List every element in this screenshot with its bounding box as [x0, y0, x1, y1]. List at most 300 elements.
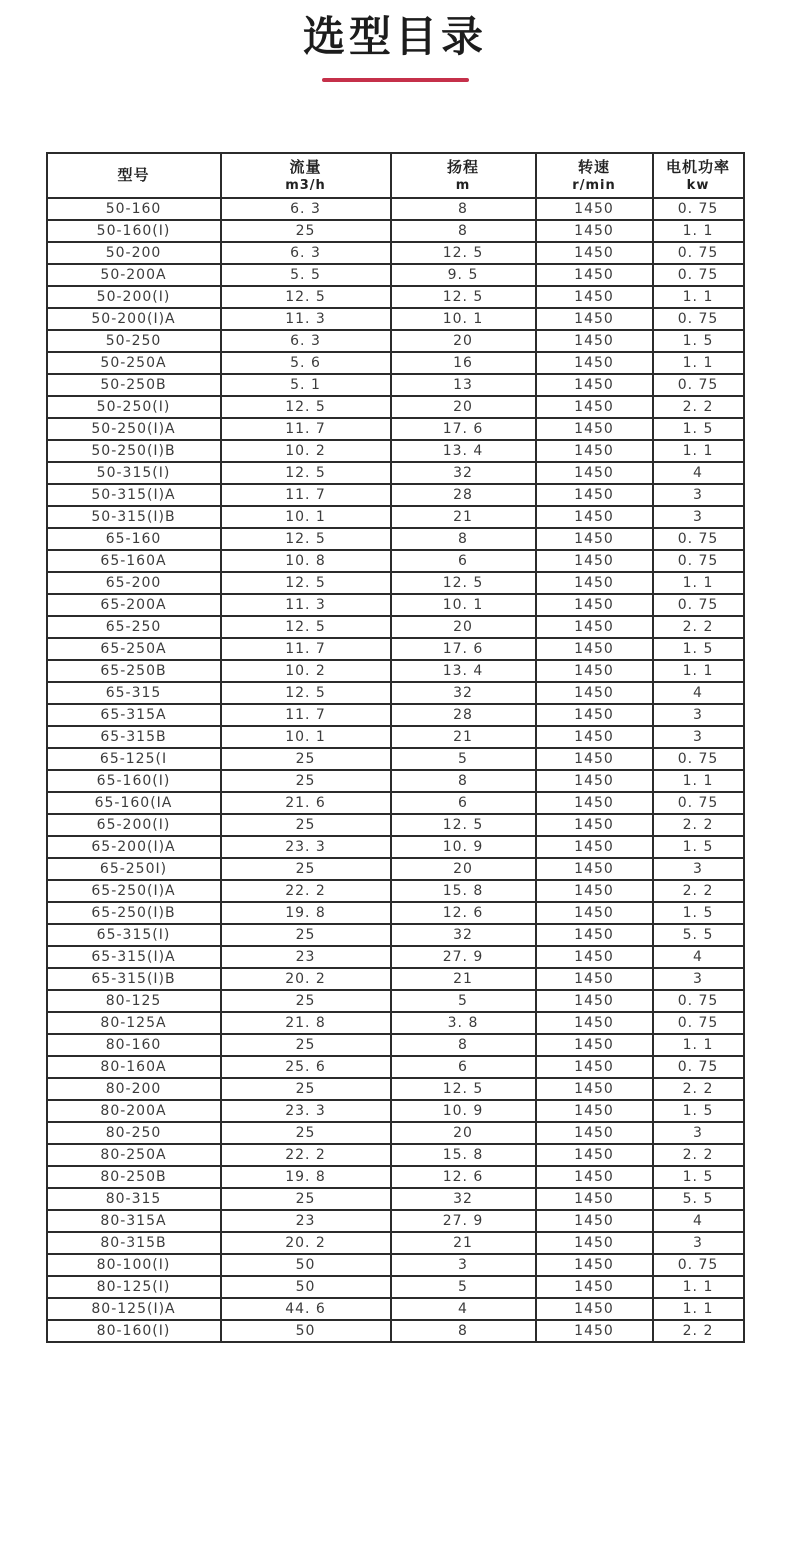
cell-speed: 1450 — [536, 242, 653, 264]
cell-model: 80-250A — [47, 1144, 221, 1166]
cell-power: 3 — [653, 968, 744, 990]
cell-model: 65-250A — [47, 638, 221, 660]
table-row — [47, 660, 744, 682]
cell-model: 80-125(I) — [47, 1276, 221, 1298]
cell-power: 0. 75 — [653, 792, 744, 814]
cell-head: 15. 8 — [391, 1144, 536, 1166]
cell-model: 50-200(I)A — [47, 308, 221, 330]
cell-head: 6 — [391, 792, 536, 814]
cell-head: 16 — [391, 352, 536, 374]
table-row — [47, 968, 744, 990]
cell-speed: 1450 — [536, 660, 653, 682]
cell-speed: 1450 — [536, 1144, 653, 1166]
cell-flow: 50 — [221, 1276, 391, 1298]
cell-speed: 1450 — [536, 1254, 653, 1276]
cell-head: 21 — [391, 1232, 536, 1254]
cell-speed: 1450 — [536, 1276, 653, 1298]
cell-power: 0. 75 — [653, 1012, 744, 1034]
table-row — [47, 374, 744, 396]
header-row — [47, 153, 744, 198]
cell-power: 0. 75 — [653, 198, 744, 220]
cell-head: 5 — [391, 1276, 536, 1298]
cell-model: 65-160 — [47, 528, 221, 550]
table-row — [47, 1232, 744, 1254]
table-row — [47, 902, 744, 924]
table-row — [47, 418, 744, 440]
cell-model: 80-125A — [47, 1012, 221, 1034]
cell-model: 50-200(I) — [47, 286, 221, 308]
cell-flow: 11. 3 — [221, 594, 391, 616]
table-row — [47, 616, 744, 638]
cell-speed: 1450 — [536, 836, 653, 858]
cell-speed: 1450 — [536, 528, 653, 550]
cell-flow: 25 — [221, 858, 391, 880]
cell-speed: 1450 — [536, 726, 653, 748]
cell-speed: 1450 — [536, 880, 653, 902]
cell-power: 2. 2 — [653, 880, 744, 902]
selection-table — [46, 152, 745, 1343]
column-header-flow — [221, 153, 391, 198]
cell-speed: 1450 — [536, 638, 653, 660]
column-unit: m — [455, 177, 471, 193]
cell-power: 0. 75 — [653, 374, 744, 396]
cell-flow: 11. 7 — [221, 638, 391, 660]
cell-speed: 1450 — [536, 770, 653, 792]
table-row — [47, 330, 744, 352]
cell-head: 20 — [391, 396, 536, 418]
cell-flow: 11. 7 — [221, 484, 391, 506]
cell-model: 65-250B — [47, 660, 221, 682]
cell-speed: 1450 — [536, 374, 653, 396]
cell-speed: 1450 — [536, 946, 653, 968]
cell-speed: 1450 — [536, 1012, 653, 1034]
cell-model: 65-250I) — [47, 858, 221, 880]
table-row — [47, 1122, 744, 1144]
cell-model: 65-200 — [47, 572, 221, 594]
cell-head: 17. 6 — [391, 638, 536, 660]
cell-flow: 12. 5 — [221, 682, 391, 704]
cell-model: 50-250B — [47, 374, 221, 396]
cell-head: 3. 8 — [391, 1012, 536, 1034]
cell-power: 4 — [653, 462, 744, 484]
cell-flow: 12. 5 — [221, 572, 391, 594]
cell-model: 80-250 — [47, 1122, 221, 1144]
cell-power: 5. 5 — [653, 1188, 744, 1210]
table-row — [47, 1254, 744, 1276]
cell-power: 3 — [653, 506, 744, 528]
cell-model: 50-200 — [47, 242, 221, 264]
column-header-head — [391, 153, 536, 198]
cell-head: 28 — [391, 484, 536, 506]
cell-speed: 1450 — [536, 814, 653, 836]
cell-speed: 1450 — [536, 352, 653, 374]
cell-power: 1. 1 — [653, 352, 744, 374]
cell-head: 5 — [391, 748, 536, 770]
cell-head: 10. 9 — [391, 836, 536, 858]
cell-flow: 11. 7 — [221, 418, 391, 440]
cell-speed: 1450 — [536, 1210, 653, 1232]
cell-head: 3 — [391, 1254, 536, 1276]
cell-speed: 1450 — [536, 396, 653, 418]
cell-speed: 1450 — [536, 748, 653, 770]
table-row — [47, 858, 744, 880]
cell-power: 1. 1 — [653, 572, 744, 594]
cell-speed: 1450 — [536, 858, 653, 880]
column-label: 转速 — [577, 158, 610, 177]
table-row — [47, 726, 744, 748]
table-row — [47, 220, 744, 242]
table-row — [47, 1100, 744, 1122]
cell-speed: 1450 — [536, 1100, 653, 1122]
cell-flow: 19. 8 — [221, 902, 391, 924]
cell-speed: 1450 — [536, 572, 653, 594]
table-row — [47, 792, 744, 814]
cell-head: 21 — [391, 968, 536, 990]
cell-power: 1. 5 — [653, 1166, 744, 1188]
cell-head: 20 — [391, 1122, 536, 1144]
cell-power: 1. 5 — [653, 902, 744, 924]
column-unit: kw — [686, 177, 710, 193]
cell-head: 12. 5 — [391, 286, 536, 308]
table-row — [47, 484, 744, 506]
cell-power: 1. 1 — [653, 1276, 744, 1298]
cell-head: 6 — [391, 550, 536, 572]
table-row — [47, 1188, 744, 1210]
cell-model: 50-250(I)B — [47, 440, 221, 462]
cell-model: 80-125(I)A — [47, 1298, 221, 1320]
table-row — [47, 1056, 744, 1078]
cell-head: 8 — [391, 1034, 536, 1056]
cell-flow: 12. 5 — [221, 616, 391, 638]
cell-speed: 1450 — [536, 462, 653, 484]
table-row — [47, 1078, 744, 1100]
cell-model: 80-315A — [47, 1210, 221, 1232]
cell-power: 4 — [653, 946, 744, 968]
cell-head: 9. 5 — [391, 264, 536, 286]
cell-power: 3 — [653, 858, 744, 880]
table-row — [47, 1276, 744, 1298]
table-row — [47, 1320, 744, 1342]
cell-flow: 21. 8 — [221, 1012, 391, 1034]
cell-power: 1. 1 — [653, 770, 744, 792]
cell-speed: 1450 — [536, 264, 653, 286]
table-row — [47, 836, 744, 858]
cell-speed: 1450 — [536, 330, 653, 352]
cell-speed: 1450 — [536, 704, 653, 726]
cell-power: 1. 1 — [653, 440, 744, 462]
cell-model: 65-200(I)A — [47, 836, 221, 858]
cell-flow: 25 — [221, 814, 391, 836]
cell-head: 17. 6 — [391, 418, 536, 440]
cell-power: 3 — [653, 726, 744, 748]
cell-head: 8 — [391, 770, 536, 792]
cell-power: 5. 5 — [653, 924, 744, 946]
cell-head: 12. 5 — [391, 242, 536, 264]
cell-flow: 23. 3 — [221, 1100, 391, 1122]
cell-model: 65-160(I) — [47, 770, 221, 792]
cell-speed: 1450 — [536, 1188, 653, 1210]
table-row — [47, 1298, 744, 1320]
cell-model: 80-315B — [47, 1232, 221, 1254]
cell-speed: 1450 — [536, 418, 653, 440]
cell-head: 28 — [391, 704, 536, 726]
cell-model: 65-315(I)B — [47, 968, 221, 990]
cell-speed: 1450 — [536, 792, 653, 814]
cell-flow: 50 — [221, 1254, 391, 1276]
column-label: 电机功率 — [665, 158, 730, 177]
table-row — [47, 286, 744, 308]
cell-model: 65-200A — [47, 594, 221, 616]
cell-flow: 11. 7 — [221, 704, 391, 726]
cell-model: 50-250(I) — [47, 396, 221, 418]
table-row — [47, 1144, 744, 1166]
cell-head: 21 — [391, 506, 536, 528]
cell-model: 80-250B — [47, 1166, 221, 1188]
cell-flow: 5. 5 — [221, 264, 391, 286]
cell-model: 50-200A — [47, 264, 221, 286]
cell-model: 65-315 — [47, 682, 221, 704]
cell-power: 0. 75 — [653, 1254, 744, 1276]
cell-head: 10. 9 — [391, 1100, 536, 1122]
cell-speed: 1450 — [536, 902, 653, 924]
column-unit: m3/h — [285, 177, 326, 193]
cell-model: 80-100(I) — [47, 1254, 221, 1276]
cell-model: 80-160(I) — [47, 1320, 221, 1342]
cell-head: 27. 9 — [391, 946, 536, 968]
cell-speed: 1450 — [536, 990, 653, 1012]
cell-flow: 6. 3 — [221, 330, 391, 352]
table-row — [47, 242, 744, 264]
cell-model: 80-315 — [47, 1188, 221, 1210]
cell-head: 4 — [391, 1298, 536, 1320]
cell-flow: 20. 2 — [221, 1232, 391, 1254]
table-row — [47, 506, 744, 528]
cell-head: 12. 6 — [391, 902, 536, 924]
cell-head: 10. 1 — [391, 308, 536, 330]
cell-flow: 22. 2 — [221, 880, 391, 902]
cell-power: 2. 2 — [653, 396, 744, 418]
cell-model: 50-250A — [47, 352, 221, 374]
cell-model: 65-250(I)B — [47, 902, 221, 924]
table-row — [47, 748, 744, 770]
cell-model: 80-200A — [47, 1100, 221, 1122]
cell-flow: 25 — [221, 1034, 391, 1056]
cell-speed: 1450 — [536, 1056, 653, 1078]
cell-flow: 23. 3 — [221, 836, 391, 858]
cell-head: 32 — [391, 682, 536, 704]
cell-head: 20 — [391, 858, 536, 880]
cell-power: 1. 1 — [653, 1298, 744, 1320]
cell-power: 3 — [653, 1232, 744, 1254]
cell-head: 8 — [391, 220, 536, 242]
cell-model: 80-200 — [47, 1078, 221, 1100]
table-row — [47, 440, 744, 462]
cell-head: 10. 1 — [391, 594, 536, 616]
cell-flow: 12. 5 — [221, 462, 391, 484]
cell-head: 27. 9 — [391, 1210, 536, 1232]
cell-flow: 20. 2 — [221, 968, 391, 990]
cell-speed: 1450 — [536, 968, 653, 990]
table-row — [47, 198, 744, 220]
cell-flow: 10. 2 — [221, 440, 391, 462]
cell-speed: 1450 — [536, 1166, 653, 1188]
cell-head: 5 — [391, 990, 536, 1012]
cell-model: 50-250 — [47, 330, 221, 352]
table-row — [47, 770, 744, 792]
cell-power: 1. 5 — [653, 638, 744, 660]
cell-head: 13 — [391, 374, 536, 396]
cell-power: 1. 5 — [653, 1100, 744, 1122]
cell-power: 0. 75 — [653, 550, 744, 572]
cell-power: 3 — [653, 1122, 744, 1144]
cell-head: 13. 4 — [391, 440, 536, 462]
cell-flow: 19. 8 — [221, 1166, 391, 1188]
cell-model: 80-160A — [47, 1056, 221, 1078]
cell-flow: 44. 6 — [221, 1298, 391, 1320]
cell-power: 1. 1 — [653, 286, 744, 308]
table-row — [47, 594, 744, 616]
cell-power: 1. 1 — [653, 1034, 744, 1056]
cell-flow: 12. 5 — [221, 528, 391, 550]
column-header-power — [653, 153, 744, 198]
page-title: 选型目录 — [302, 12, 487, 61]
table-row — [47, 396, 744, 418]
cell-head: 12. 6 — [391, 1166, 536, 1188]
cell-flow: 10. 8 — [221, 550, 391, 572]
cell-power: 2. 2 — [653, 616, 744, 638]
cell-model: 50-250(I)A — [47, 418, 221, 440]
table-header — [47, 153, 744, 198]
cell-flow: 5. 6 — [221, 352, 391, 374]
cell-head: 32 — [391, 462, 536, 484]
column-header-speed — [536, 153, 653, 198]
table-row — [47, 462, 744, 484]
cell-model: 50-315(I)A — [47, 484, 221, 506]
cell-model: 65-250(I)A — [47, 880, 221, 902]
cell-flow: 11. 3 — [221, 308, 391, 330]
cell-flow: 12. 5 — [221, 286, 391, 308]
cell-speed: 1450 — [536, 440, 653, 462]
cell-model: 65-250 — [47, 616, 221, 638]
cell-flow: 5. 1 — [221, 374, 391, 396]
table-row — [47, 880, 744, 902]
cell-model: 65-125(I — [47, 748, 221, 770]
cell-speed: 1450 — [536, 220, 653, 242]
cell-flow: 25 — [221, 770, 391, 792]
cell-power: 3 — [653, 704, 744, 726]
cell-head: 12. 5 — [391, 572, 536, 594]
table-row — [47, 814, 744, 836]
cell-flow: 12. 5 — [221, 396, 391, 418]
cell-speed: 1450 — [536, 286, 653, 308]
cell-model: 65-160A — [47, 550, 221, 572]
table-row — [47, 528, 744, 550]
cell-power: 3 — [653, 484, 744, 506]
cell-head: 8 — [391, 198, 536, 220]
cell-flow: 6. 3 — [221, 242, 391, 264]
cell-flow: 10. 2 — [221, 660, 391, 682]
cell-speed: 1450 — [536, 594, 653, 616]
cell-model: 80-125 — [47, 990, 221, 1012]
cell-flow: 50 — [221, 1320, 391, 1342]
cell-power: 0. 75 — [653, 1056, 744, 1078]
cell-flow: 25 — [221, 1078, 391, 1100]
cell-flow: 25 — [221, 924, 391, 946]
cell-model: 65-160(IA — [47, 792, 221, 814]
cell-power: 2. 2 — [653, 1078, 744, 1100]
title-underline — [322, 78, 469, 82]
column-label: 型号 — [117, 166, 150, 185]
cell-head: 8 — [391, 528, 536, 550]
cell-power: 1. 1 — [653, 660, 744, 682]
cell-speed: 1450 — [536, 1232, 653, 1254]
cell-speed: 1450 — [536, 1320, 653, 1342]
table-row — [47, 638, 744, 660]
cell-power: 0. 75 — [653, 242, 744, 264]
cell-head: 32 — [391, 924, 536, 946]
cell-speed: 1450 — [536, 1122, 653, 1144]
cell-model: 50-315(I)B — [47, 506, 221, 528]
table-row — [47, 1210, 744, 1232]
cell-power: 0. 75 — [653, 990, 744, 1012]
cell-power: 0. 75 — [653, 748, 744, 770]
cell-flow: 25. 6 — [221, 1056, 391, 1078]
cell-power: 0. 75 — [653, 264, 744, 286]
table-row — [47, 1166, 744, 1188]
table-row — [47, 308, 744, 330]
cell-flow: 23 — [221, 946, 391, 968]
cell-model: 50-160 — [47, 198, 221, 220]
table-row — [47, 550, 744, 572]
table-row — [47, 946, 744, 968]
cell-head: 13. 4 — [391, 660, 536, 682]
cell-head: 15. 8 — [391, 880, 536, 902]
cell-model: 80-160 — [47, 1034, 221, 1056]
cell-speed: 1450 — [536, 616, 653, 638]
cell-flow: 25 — [221, 1188, 391, 1210]
column-label: 扬程 — [446, 158, 479, 177]
cell-power: 2. 2 — [653, 814, 744, 836]
cell-model: 65-315A — [47, 704, 221, 726]
cell-power: 2. 2 — [653, 1144, 744, 1166]
cell-model: 50-315(I) — [47, 462, 221, 484]
table-row — [47, 1034, 744, 1056]
cell-speed: 1450 — [536, 1034, 653, 1056]
cell-model: 65-315(I) — [47, 924, 221, 946]
cell-head: 32 — [391, 1188, 536, 1210]
cell-flow: 25 — [221, 748, 391, 770]
cell-power: 4 — [653, 682, 744, 704]
cell-power: 1. 5 — [653, 330, 744, 352]
table-row — [47, 704, 744, 726]
table-row — [47, 264, 744, 286]
cell-model: 50-160(I) — [47, 220, 221, 242]
table-row — [47, 990, 744, 1012]
cell-head: 8 — [391, 1320, 536, 1342]
cell-speed: 1450 — [536, 308, 653, 330]
cell-flow: 23 — [221, 1210, 391, 1232]
column-header-model — [47, 153, 221, 198]
cell-head: 6 — [391, 1056, 536, 1078]
cell-speed: 1450 — [536, 506, 653, 528]
cell-speed: 1450 — [536, 1298, 653, 1320]
cell-speed: 1450 — [536, 924, 653, 946]
table-row — [47, 572, 744, 594]
cell-head: 21 — [391, 726, 536, 748]
cell-flow: 25 — [221, 220, 391, 242]
cell-flow: 21. 6 — [221, 792, 391, 814]
cell-flow: 10. 1 — [221, 506, 391, 528]
